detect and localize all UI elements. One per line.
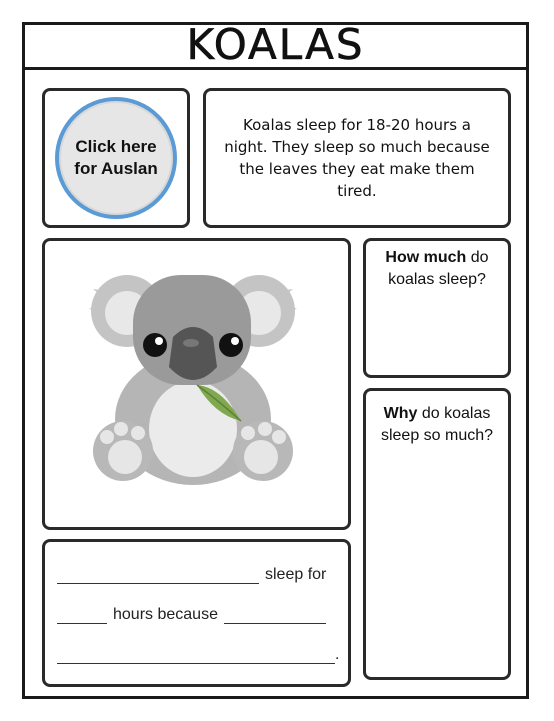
sentence-line-2	[57, 606, 326, 624]
answer-blank[interactable]	[224, 606, 326, 624]
answer-blank[interactable]	[57, 646, 335, 664]
question-rest: do koalas sleep so much?	[380, 405, 494, 444]
sentence-line-3	[57, 646, 339, 664]
sentence-text: sleep for	[265, 566, 327, 583]
answer-blank[interactable]	[57, 606, 107, 624]
sentence-text: hours because	[113, 606, 218, 623]
koala-illustration-icon	[45, 241, 348, 527]
sentence-line-1	[57, 566, 326, 584]
question-rest: do koalas sleep?	[388, 249, 489, 288]
page-title: KOALAS	[186, 19, 365, 69]
fact-panel	[203, 88, 511, 228]
question-why	[363, 388, 511, 680]
fact-text: Koalas sleep for 18-20 hours a night. They sleep so much because the leaves they eat make them tired.	[224, 116, 490, 200]
title-bar	[22, 19, 529, 70]
sentence-frame-panel	[42, 539, 351, 687]
auslan-panel	[42, 88, 190, 228]
question-how-much	[363, 238, 511, 378]
sentence-end: .	[335, 646, 340, 663]
picture-panel	[42, 238, 351, 530]
auslan-button[interactable]: Click here for Auslan	[55, 97, 177, 219]
question-bold: How much	[385, 249, 467, 266]
answer-blank[interactable]	[57, 566, 259, 584]
question-bold: Why	[383, 405, 418, 422]
